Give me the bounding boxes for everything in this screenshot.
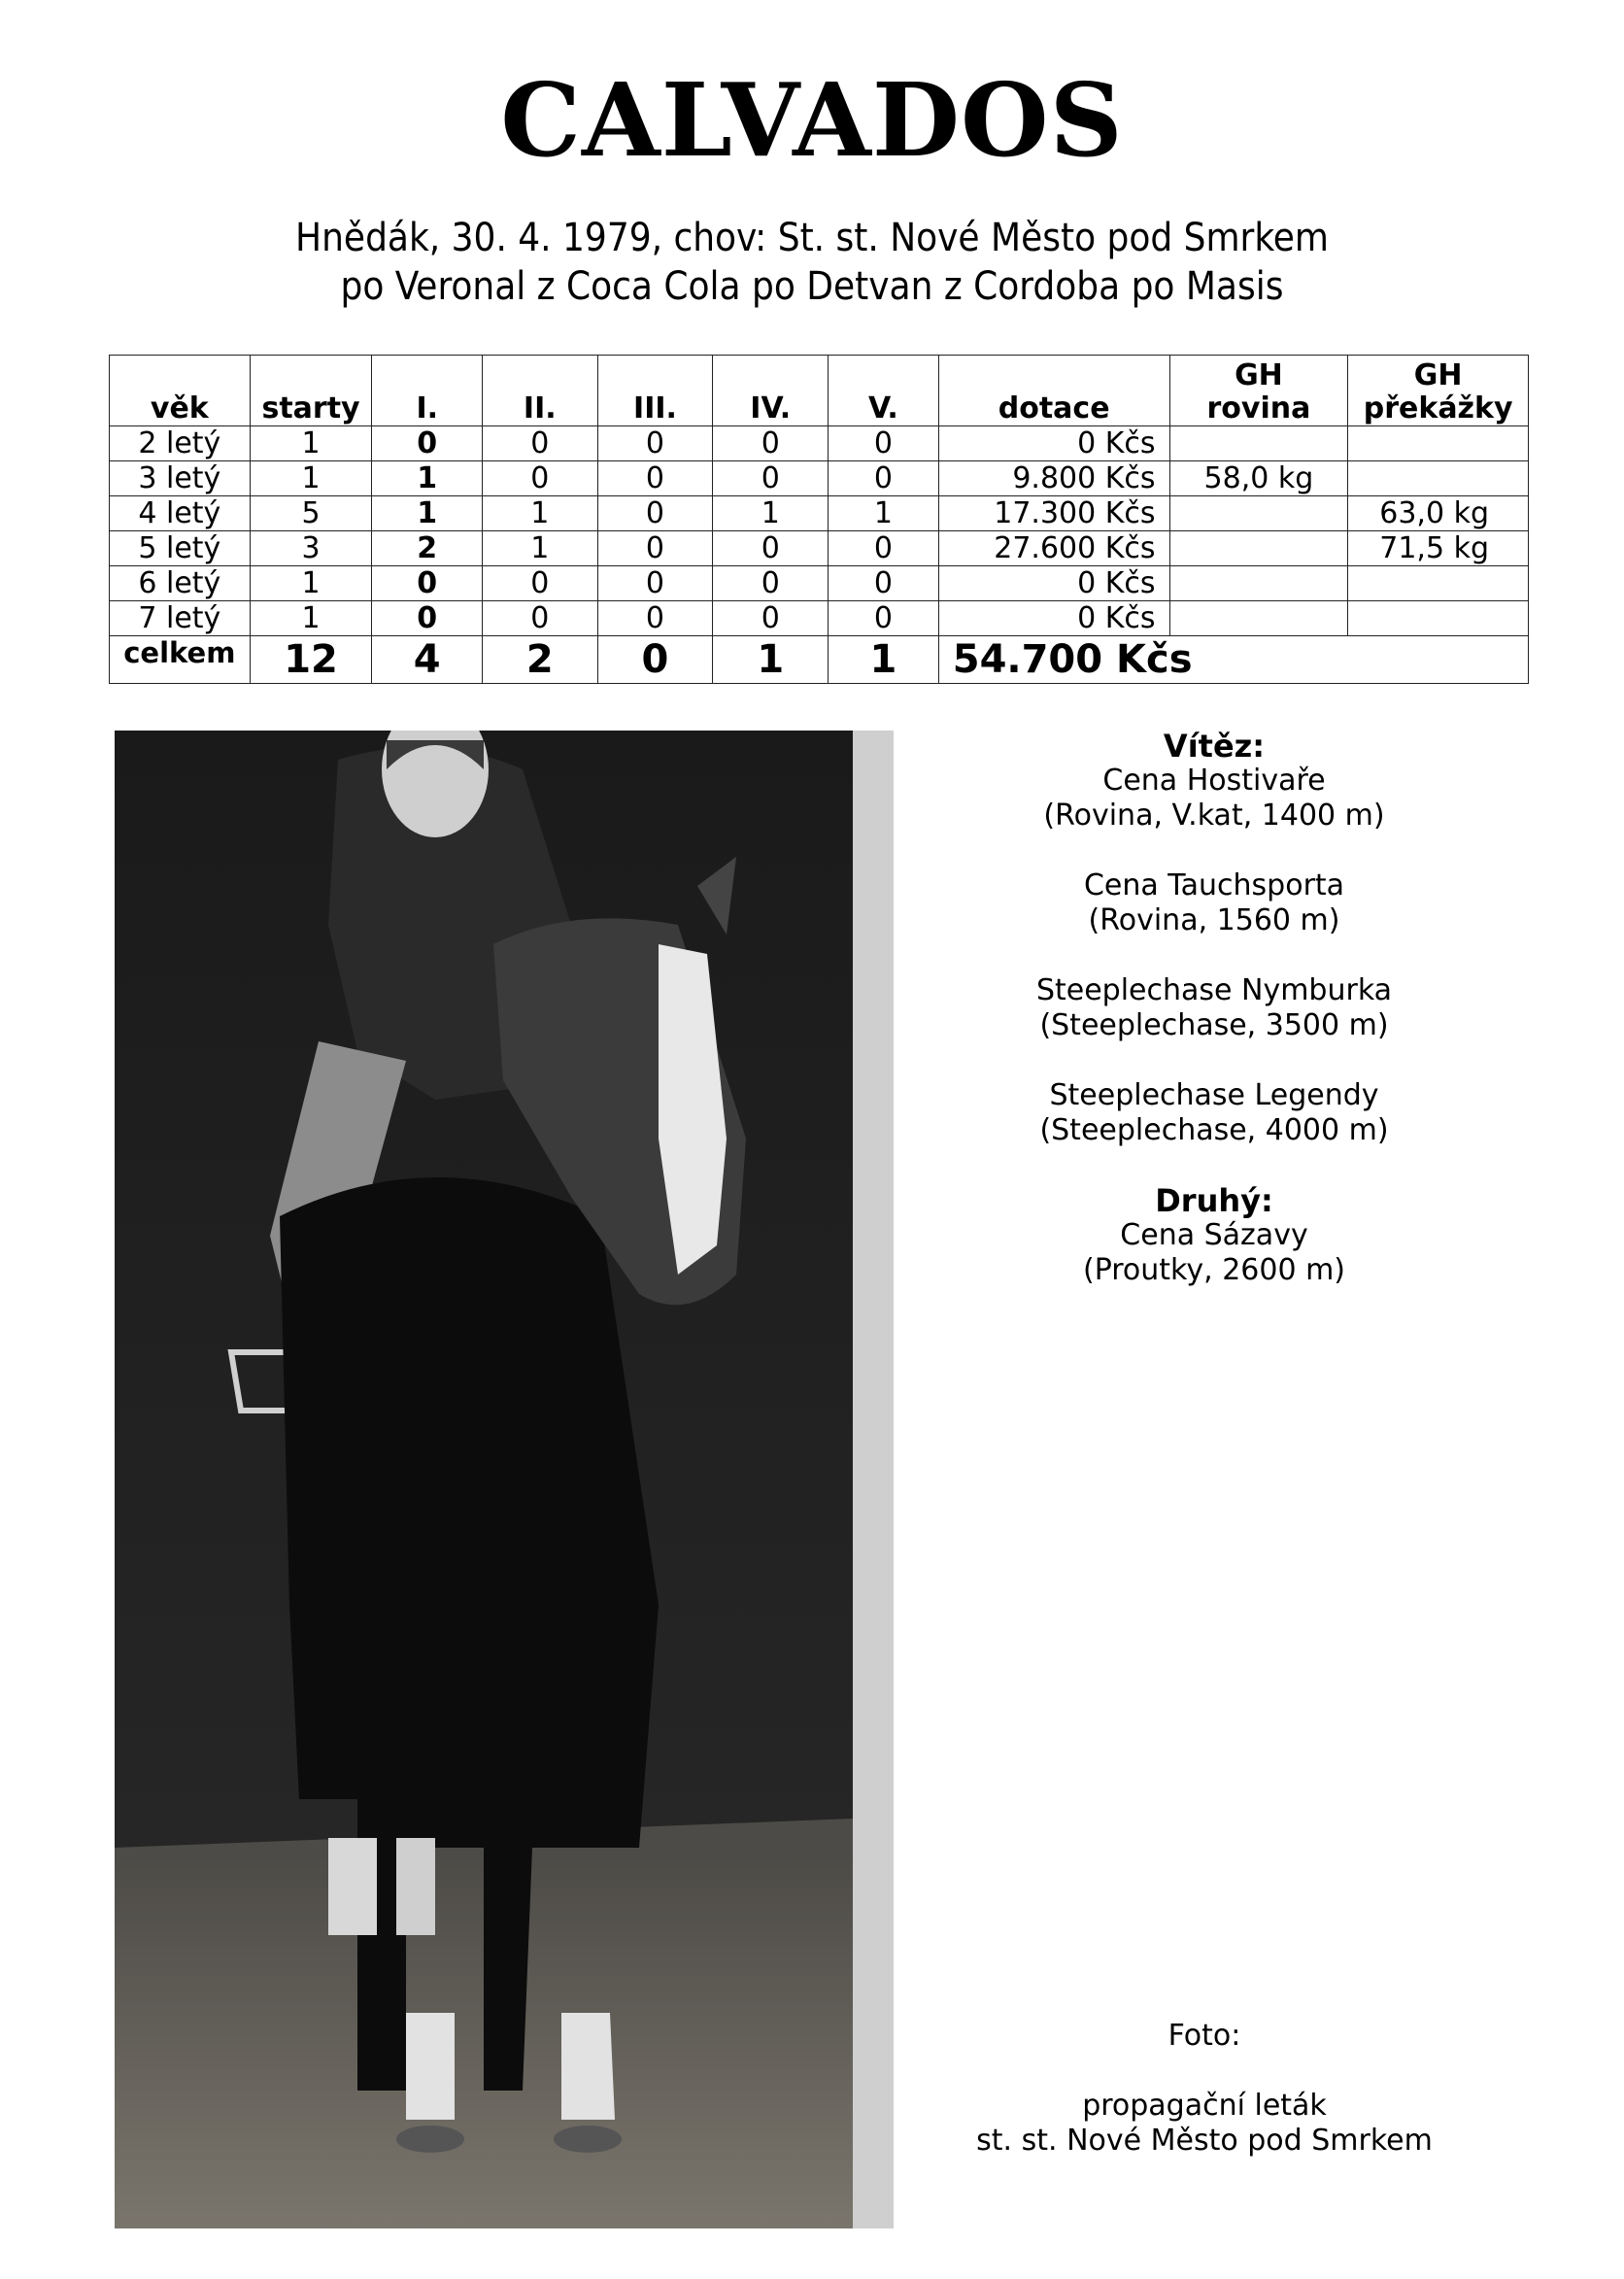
table-cell-gh-flat xyxy=(1169,601,1348,636)
table-row xyxy=(110,461,1529,496)
horse-description: Hnědák, 30. 4. 1979, chov: St. st. Nové Město pod Smrkem xyxy=(295,216,1329,260)
table-total-row xyxy=(110,636,1529,684)
horse-rider-image xyxy=(115,731,894,2228)
table-cell-prize: 0 Kčs xyxy=(938,601,1169,636)
second-heading: Druhý: xyxy=(1155,1182,1273,1219)
table-cell-prize: 0 Kčs xyxy=(938,426,1169,461)
table-cell-p4: 0 xyxy=(713,601,829,636)
race-name: Cena Tauchsporta xyxy=(1083,868,1345,902)
race-detail: (Steeplechase, 4000 m) xyxy=(1039,1113,1389,1147)
race-statistics-table xyxy=(109,355,1529,684)
table-cell-p1: 0 xyxy=(372,601,483,636)
table-cell-p4: 0 xyxy=(713,426,829,461)
header-gh-jump: GH překážky xyxy=(1348,356,1529,426)
page-title: CALVADOS xyxy=(500,60,1124,180)
header-place-5: V. xyxy=(829,356,939,426)
header-prize: dotace xyxy=(938,356,1169,426)
header-age: věk xyxy=(110,356,251,426)
horse-photo xyxy=(115,731,894,2228)
table-header-row xyxy=(110,356,1529,426)
table-cell-p4: 0 xyxy=(713,531,829,566)
table-cell-prize: 17.300 Kčs xyxy=(938,496,1169,531)
table-cell-p5: 0 xyxy=(829,531,939,566)
table-cell-age: 3 letý xyxy=(110,461,251,496)
header-place-2: II. xyxy=(483,356,598,426)
table-cell-p5: 1 xyxy=(829,496,939,531)
table-cell-p4: 1 xyxy=(713,496,829,531)
table-cell-p5: 0 xyxy=(829,426,939,461)
table-cell-starts: 5 xyxy=(250,496,372,531)
header-place-1: I. xyxy=(372,356,483,426)
total-place-1: 4 xyxy=(372,636,483,684)
table-cell-age: 4 letý xyxy=(110,496,251,531)
header-place-4: IV. xyxy=(713,356,829,426)
table-cell-gh-jump xyxy=(1348,461,1529,496)
table-cell-gh-jump xyxy=(1348,566,1529,601)
photo-credit-line1: propagační leták xyxy=(1082,2089,1327,2123)
race-name: Cena Hostivaře xyxy=(1102,764,1326,798)
table-row xyxy=(110,531,1529,566)
total-place-4: 1 xyxy=(713,636,829,684)
table-cell-gh-jump: 71,5 kg xyxy=(1348,531,1529,566)
table-cell-p2: 0 xyxy=(483,601,598,636)
table-cell-gh-flat xyxy=(1169,426,1348,461)
table-cell-p3: 0 xyxy=(597,461,713,496)
table-cell-gh-jump: 63,0 kg xyxy=(1348,496,1529,531)
table-cell-p1: 1 xyxy=(372,461,483,496)
race-detail: (Proutky, 2600 m) xyxy=(1082,1253,1345,1287)
table-cell-p5: 0 xyxy=(829,461,939,496)
table-cell-p3: 0 xyxy=(597,531,713,566)
table-cell-p2: 0 xyxy=(483,461,598,496)
table-cell-prize: 9.800 Kčs xyxy=(938,461,1169,496)
table-cell-starts: 1 xyxy=(250,566,372,601)
race-name: Steeplechase Nymburka xyxy=(1035,973,1393,1007)
total-place-3: 0 xyxy=(597,636,713,684)
horse-pedigree: po Veronal z Coca Cola po Detvan z Cordoba po Masis xyxy=(340,264,1284,309)
table-cell-gh-jump xyxy=(1348,601,1529,636)
race-detail: (Rovina, 1560 m) xyxy=(1088,903,1340,937)
table-cell-starts: 1 xyxy=(250,601,372,636)
table-cell-starts: 1 xyxy=(250,461,372,496)
total-starts: 12 xyxy=(250,636,372,684)
winner-heading: Vítěz: xyxy=(1163,728,1266,765)
table-cell-p4: 0 xyxy=(713,566,829,601)
header-starts: starty xyxy=(250,356,372,426)
header-place-3: III. xyxy=(597,356,713,426)
race-detail: (Steeplechase, 3500 m) xyxy=(1039,1008,1389,1042)
race-name: Cena Sázavy xyxy=(1120,1218,1308,1252)
header-gh-flat: GH rovina xyxy=(1169,356,1348,426)
table-cell-p1: 1 xyxy=(372,496,483,531)
total-place-5: 1 xyxy=(829,636,939,684)
table-cell-prize: 27.600 Kčs xyxy=(938,531,1169,566)
table-row xyxy=(110,566,1529,601)
table-cell-starts: 3 xyxy=(250,531,372,566)
table-cell-gh-flat xyxy=(1169,566,1348,601)
table-cell-age: 7 letý xyxy=(110,601,251,636)
winner-section xyxy=(971,729,1457,1148)
table-cell-age: 2 letý xyxy=(110,426,251,461)
total-label: celkem xyxy=(110,636,251,684)
table-row xyxy=(110,601,1529,636)
race-name: Steeplechase Legendy xyxy=(1049,1078,1379,1112)
total-prize: 54.700 Kčs xyxy=(938,636,1528,684)
second-place-section xyxy=(971,1183,1457,1288)
table-cell-p3: 0 xyxy=(597,601,713,636)
table-cell-gh-flat xyxy=(1169,531,1348,566)
table-cell-starts: 1 xyxy=(250,426,372,461)
table-cell-p2: 0 xyxy=(483,566,598,601)
table-cell-p4: 0 xyxy=(713,461,829,496)
table-cell-gh-flat xyxy=(1169,496,1348,531)
table-cell-gh-flat: 58,0 kg xyxy=(1169,461,1348,496)
table-cell-p5: 0 xyxy=(829,601,939,636)
table-cell-p5: 0 xyxy=(829,566,939,601)
photo-credit-line2: st. st. Nové Město pod Smrkem xyxy=(976,2124,1433,2158)
table-cell-p3: 0 xyxy=(597,496,713,531)
table-cell-p3: 0 xyxy=(597,426,713,461)
table-row xyxy=(110,496,1529,531)
table-cell-p2: 1 xyxy=(483,531,598,566)
table-cell-p3: 0 xyxy=(597,566,713,601)
table-cell-gh-jump xyxy=(1348,426,1529,461)
table-cell-p2: 1 xyxy=(483,496,598,531)
photo-credit-label: Foto: xyxy=(1167,2019,1241,2053)
total-place-2: 2 xyxy=(483,636,598,684)
table-cell-prize: 0 Kčs xyxy=(938,566,1169,601)
race-detail: (Rovina, V.kat, 1400 m) xyxy=(1043,799,1385,833)
table-cell-p1: 2 xyxy=(372,531,483,566)
table-cell-age: 5 letý xyxy=(110,531,251,566)
table-cell-age: 6 letý xyxy=(110,566,251,601)
table-cell-p1: 0 xyxy=(372,426,483,461)
table-cell-p1: 0 xyxy=(372,566,483,601)
photo-credit xyxy=(962,2019,1447,2159)
table-cell-p2: 0 xyxy=(483,426,598,461)
table-row xyxy=(110,426,1529,461)
